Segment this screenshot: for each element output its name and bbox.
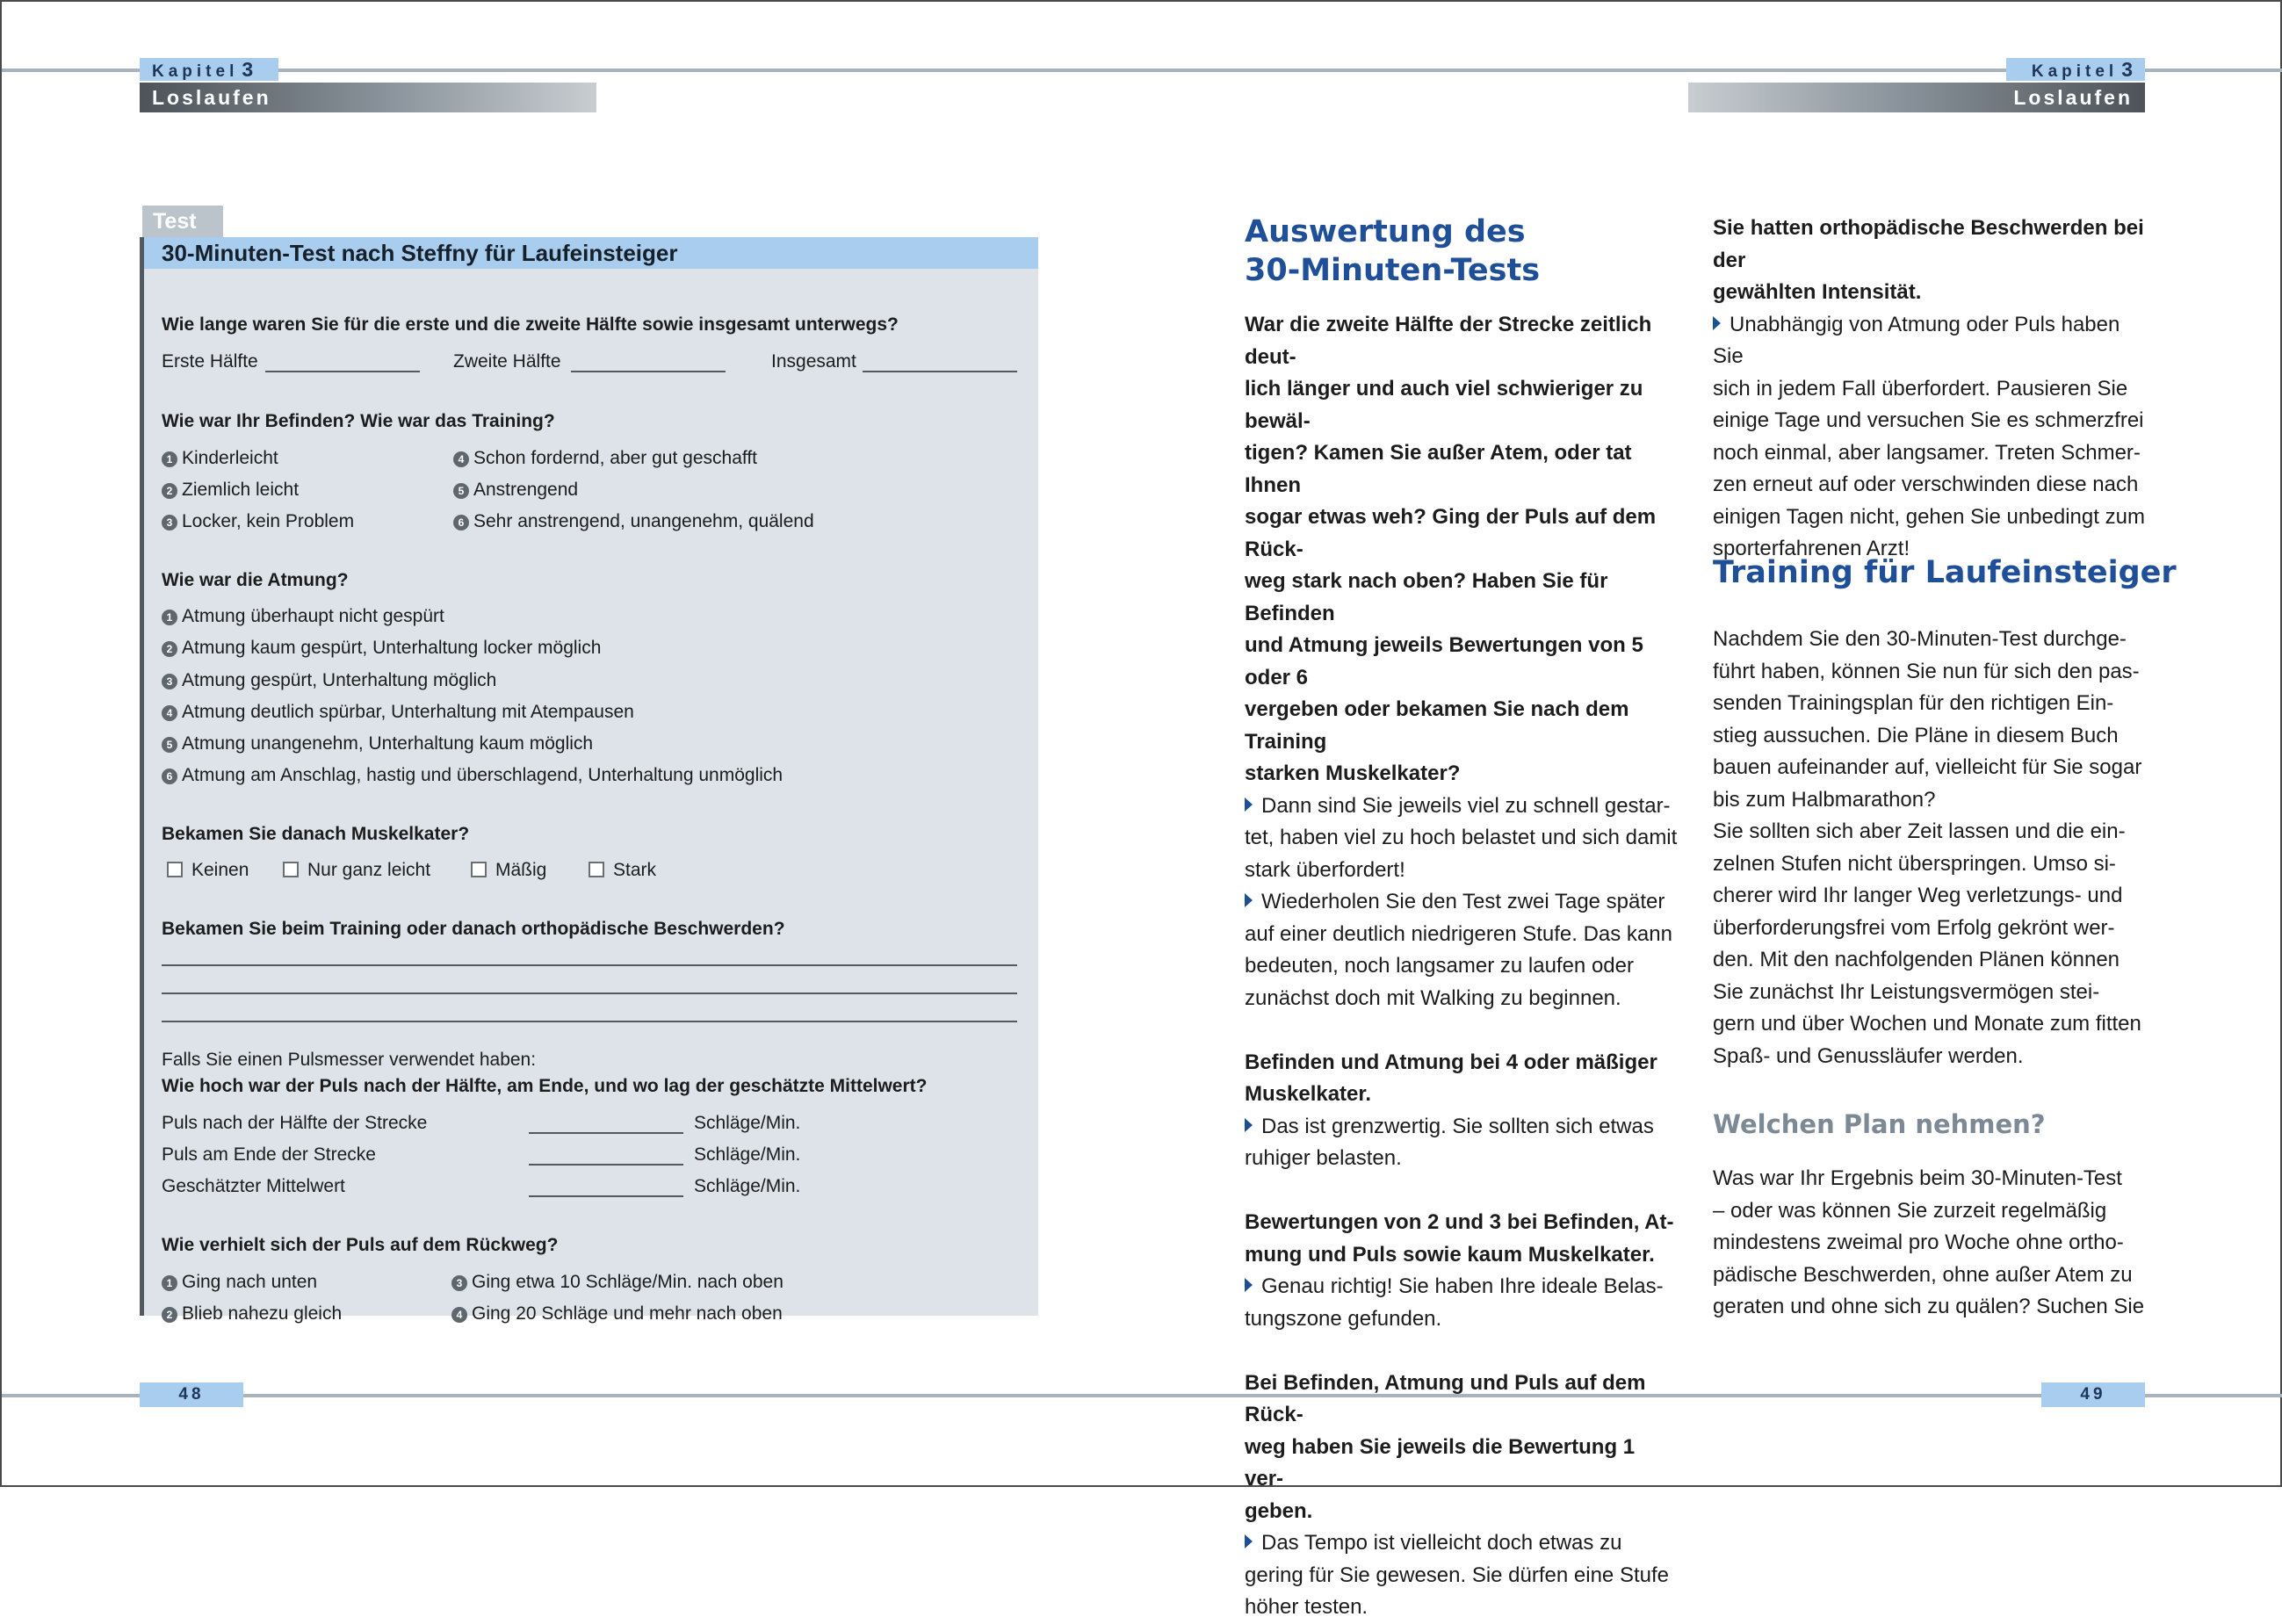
breathing-option-6: 6 Atmung am Anschlag, hastig und überschlagend, Unterhaltung unmöglich [162, 765, 783, 786]
chapter-tab-right [2006, 58, 2145, 81]
evaluation-case-borderline: Befinden und Atmung bei 4 oder mäßiger Muskelkater. [1245, 1050, 1657, 1106]
soreness-option-moderate[interactable]: Mäßig [471, 860, 546, 881]
bullet-arrow-icon [1245, 798, 1253, 812]
evaluation-case-ideal: Bewertungen von 2 und 3 bei Befinden, At- mung und Puls sowie kaum Muskelkater. [1245, 1210, 1674, 1267]
breathing-option-5: 5 Atmung unangenehm, Unterhaltung kaum möglich [162, 733, 593, 754]
feeling-option-2: 2 Ziemlich leicht [162, 480, 299, 501]
page-number-left: 48 [140, 1382, 243, 1407]
question-orthopedic: Bekamen Sie beim Training oder danach orthopädische Beschwerden? [162, 919, 785, 939]
heading-which-plan: Welchen Plan nehmen? [1713, 1109, 2046, 1139]
chapter-number: 3 [2121, 58, 2133, 81]
return-pulse-option-2: 2 Blieb nahezu gleich [162, 1303, 342, 1324]
chapter-title-left [140, 83, 596, 112]
feeling-option-5: 5 Anstrengend [453, 480, 578, 501]
breathing-option-4: 4 Atmung deutlich spürbar, Unterhaltung mit Atempausen [162, 702, 634, 723]
chapter-tab-left [140, 58, 278, 81]
return-pulse-option-4: 4 Ging 20 Schläge und mehr nach oben [451, 1303, 783, 1324]
field-label-first-half: Erste Hälfte [162, 351, 258, 372]
chapter-title: Loslaufen [152, 86, 271, 109]
feeling-option-3: 3 Locker, kein Problem [162, 511, 354, 532]
pulse-row-mean: Geschätzter Mittelwert [162, 1176, 345, 1196]
bullet-arrow-icon [1245, 1534, 1253, 1548]
soreness-option-none[interactable]: Keinen [167, 860, 249, 881]
question-soreness: Bekamen Sie danach Muskelkater? [162, 824, 470, 844]
return-pulse-option-1: 1 Ging nach unten [162, 1272, 317, 1293]
feeling-option-6: 6 Sehr anstrengend, unangenehm, quälend [453, 511, 814, 532]
breathing-option-1: 1 Atmung überhaupt nicht gespürt [162, 606, 444, 627]
total-line[interactable] [863, 371, 1017, 372]
question-feeling: Wie war Ihr Befinden? Wie war das Training? [162, 411, 555, 431]
answer-line-1[interactable] [162, 964, 1017, 966]
evaluation-advice-5: Das Tempo ist vielleicht doch etwas zu gering für Sie gewesen. Sie dürfen eine Stufe höher testen. [1245, 1531, 1669, 1619]
question-return-pulse: Wie verhielt sich der Puls auf dem Rückweg? [162, 1235, 559, 1255]
answer-line-2[interactable] [162, 992, 1017, 994]
return-pulse-option-3: 3 Ging etwa 10 Schläge/Min. nach oben [451, 1272, 784, 1293]
test-body [144, 269, 1038, 1324]
bullet-arrow-icon [1713, 316, 1721, 330]
pulse-row-end: Puls am Ende der Strecke [162, 1144, 376, 1165]
evaluation-advice-1: Dann sind Sie jeweils viel zu schnell gestar- tet, haben viel zu hoch belastet und sich damit stark überfordert! [1245, 793, 1678, 882]
pulse-half-line[interactable] [529, 1132, 683, 1134]
evaluation-advice-2: Wiederholen Sie den Test zwei Tage später auf einer deutlich niedrigeren Stufe. Das kann bedeuten, noch langsamer zu laufen oder zunächst doch mit Walking zu beginnen. [1245, 890, 1672, 1010]
field-label-total: Insgesamt [771, 351, 856, 372]
column-which-plan: Was war Ihr Ergebnis beim 30-Minuten-Test – oder was können Sie zurzeit regelmäßig mindestens zweimal pro Woche ohne ortho- pädische Beschwerden, ohne außer Atem zu geraten und ohne sich zu quälen? Suchen Sie [1713, 1166, 2145, 1318]
question-pulse: Wie hoch war der Puls nach der Hälfte, am Ende, und wo lag der geschätzte Mittelwert? [162, 1076, 928, 1096]
checkbox[interactable] [167, 862, 183, 877]
checkbox[interactable] [283, 862, 299, 877]
header-rule [2, 69, 2282, 72]
chapter-word: Kapitel [152, 62, 239, 81]
test-box [140, 237, 1038, 1324]
field-label-second-half: Zweite Hälfte [453, 351, 561, 372]
breathing-option-2: 2 Atmung kaum gespürt, Unterhaltung locker möglich [162, 638, 601, 659]
pulse-mean-line[interactable] [529, 1195, 683, 1197]
soreness-option-strong[interactable]: Stark [589, 860, 656, 881]
chapter-title-right [1688, 83, 2145, 112]
page-number-right: 49 [2041, 1382, 2145, 1407]
pulse-row-half: Puls nach der Hälfte der Strecke [162, 1113, 428, 1133]
heading-training: Training für Laufeinsteiger [1713, 555, 2177, 590]
evaluation-case-orthopedic: Sie hatten orthopädische Beschwerden bei der gewählten Intensität. [1713, 216, 2144, 304]
footer-rule [2, 1394, 2282, 1397]
bullet-arrow-icon [1245, 893, 1253, 907]
checkbox[interactable] [589, 862, 604, 877]
answer-line-3[interactable] [162, 1021, 1017, 1022]
feeling-option-4: 4 Schon fordernd, aber gut geschafft [453, 448, 757, 469]
soreness-option-light[interactable]: Nur ganz leicht [283, 860, 430, 881]
second-half-line[interactable] [571, 371, 726, 372]
evaluation-case-overload: War die zweite Hälfte der Strecke zeitlich deut- lich länger und auch viel schwieriger zu bewäl- tigen? Kamen Sie außer Atem, oder tat Ihnen sogar etwas weh? Ging der Puls auf dem Rück- weg stark nach oben? Haben Sie für Befinden und Atmung jeweils Bewertungen von 5 oder 6 vergeben oder bekamen Sie nach dem Training starken Muskelkater? [1245, 313, 1657, 785]
pulse-intro: Falls Sie einen Pulsmesser verwendet haben: [162, 1050, 537, 1070]
column-evaluation [1245, 309, 1679, 1624]
bullet-arrow-icon [1245, 1118, 1253, 1132]
question-breathing: Wie war die Atmung? [162, 570, 349, 590]
column-orthopedic [1713, 213, 2147, 566]
question-duration: Wie lange waren Sie für die erste und die zweite Hälfte sowie insgesamt unterwegs? [162, 314, 899, 335]
pulse-unit: Schläge/Min. [694, 1144, 801, 1165]
test-tag: Test [142, 206, 223, 237]
feeling-option-1: 1 Kinderleicht [162, 448, 278, 469]
test-title: 30-Minuten-Test nach Steffny für Laufeinsteiger [144, 237, 1038, 269]
bullet-arrow-icon [1245, 1278, 1253, 1292]
checkbox[interactable] [471, 862, 487, 877]
evaluation-advice-3: Das ist grenzwertig. Sie sollten sich etwas ruhiger belasten. [1245, 1114, 1654, 1170]
pulse-unit: Schläge/Min. [694, 1113, 801, 1133]
pulse-unit: Schläge/Min. [694, 1176, 801, 1196]
chapter-word: Kapitel [2031, 62, 2119, 81]
evaluation-advice-6: Unabhängig von Atmung oder Puls haben Sie sich in jedem Fall überfordert. Pausieren Sie einige Tage und versuchen Sie es schmerzfrei noch einmal, aber langsamer. Treten Schmer- zen erneut auf oder verschwinden diese nach einigen Tagen nicht, gehen Sie unbedingt zum sporterfahrenen Arzt! [1713, 312, 2145, 560]
chapter-number: 3 [242, 58, 254, 81]
pulse-end-line[interactable] [529, 1164, 683, 1166]
column-training: Nachdem Sie den 30-Minuten-Test durchge- führt haben, können Sie nun für sich den pas- senden Trainingsplan für den richtigen Ein- stieg aussuchen. Die Pläne in diesem Buch bauen aufeinander auf, vielleicht für Sie sogar bis zum Halbmarathon? Sie sollten sich aber Zeit lassen und die ein- zelnen Stufen nicht überspringen. Umso si- cherer wird Ihr langer Weg verletzungs- und überforderungsfrei vom Erfolg gekrönt wer- den. Mit den nachfolgenden Plänen können Sie zunächst Ihr Leistungsvermögen stei- gern und über Wochen und Monate zum fitten Spaß- und Genussläufer werden. [1713, 627, 2142, 1068]
evaluation-case-underload: Bei Befinden, Atmung und Puls auf dem Rück- weg haben Sie jeweils die Bewertung 1 ver- geben. [1245, 1370, 1646, 1523]
first-half-line[interactable] [265, 371, 420, 372]
chapter-title: Loslaufen [2013, 86, 2133, 109]
heading-evaluation: Auswertung des 30-Minuten-Tests [1245, 214, 1541, 288]
evaluation-advice-4: Genau richtig! Sie haben Ihre ideale Belas- tungszone gefunden. [1245, 1274, 1664, 1331]
breathing-option-3: 3 Atmung gespürt, Unterhaltung möglich [162, 670, 496, 691]
